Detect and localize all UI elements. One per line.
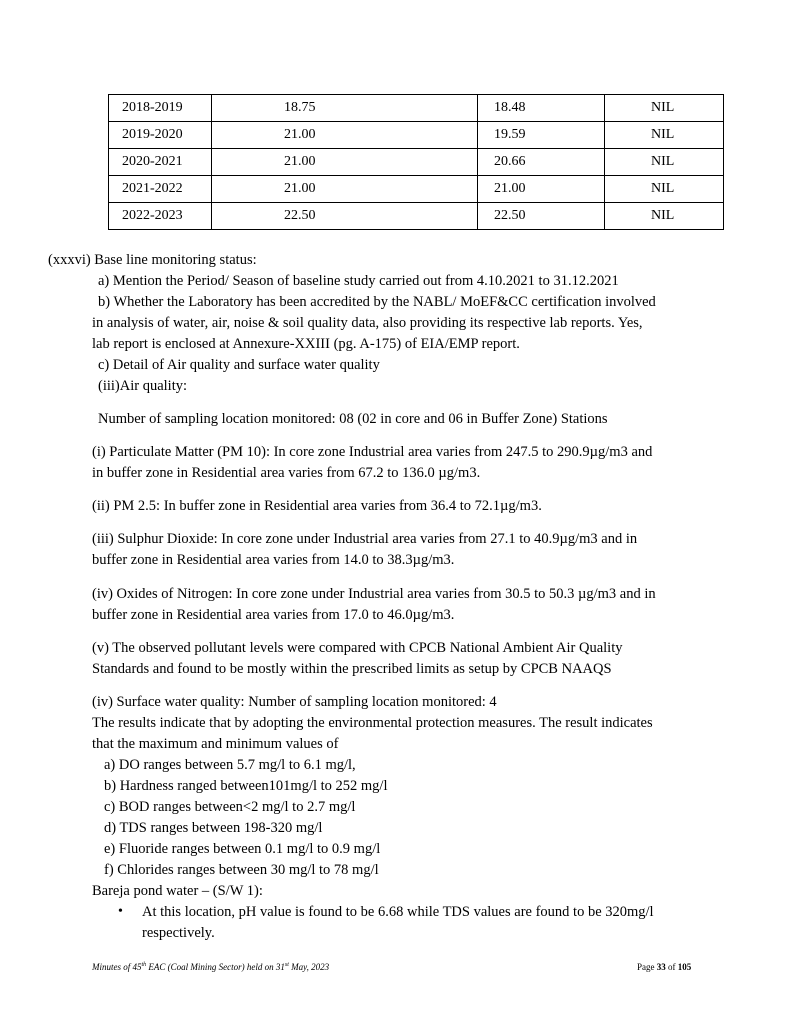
year-cell: 2021-2022 <box>109 176 212 203</box>
baseline-item-b-line2: in analysis of water, air, noise & soil quality data, also providing its respective lab reports. Yes, <box>92 315 643 331</box>
bullet-line1: At this location, pH value is found to be 6.68 while TDS values are found to be 320mg/l <box>142 904 654 920</box>
naaqs-line1: (v) The observed pollutant levels were compared with CPCB National Ambient Air Quality <box>92 640 623 656</box>
pm25-line: (ii) PM 2.5: In buffer zone in Residential area varies from 36.4 to 72.1µg/m3. <box>92 498 542 514</box>
water-item-bod: c) BOD ranges between<2 mg/l to 2.7 mg/l <box>104 799 356 815</box>
bullet-line2: respectively. <box>142 925 215 941</box>
baseline-item-b-line3: lab report is enclosed at Annexure-XXIII (pg. A-175) of EIA/EMP report. <box>92 336 520 352</box>
status-cell: NIL <box>605 176 724 203</box>
value-cell-2: 19.59 <box>478 122 605 149</box>
allocation-table <box>108 94 724 230</box>
bullet-icon: • <box>118 904 123 919</box>
year-cell: 2022-2023 <box>109 203 212 230</box>
pm10-line2: in buffer zone in Residential area varies from 67.2 to 136.0 µg/m3. <box>92 465 481 481</box>
value-cell-1: 21.00 <box>212 149 478 176</box>
water-results-line1: The results indicate that by adopting the environmental protection measures. The result indicates <box>92 715 653 731</box>
value-cell-2: 18.48 <box>478 95 605 122</box>
status-cell: NIL <box>605 122 724 149</box>
table-row <box>109 203 724 230</box>
water-item-do: a) DO ranges between 5.7 mg/l to 6.1 mg/l, <box>104 757 356 773</box>
baseline-item-c: c) Detail of Air quality and surface water quality <box>98 357 380 373</box>
baseline-heading: (xxxvi) Base line monitoring status: <box>48 252 257 268</box>
table-row <box>109 176 724 203</box>
value-cell-2: 22.50 <box>478 203 605 230</box>
status-cell: NIL <box>605 149 724 176</box>
water-item-fluoride: e) Fluoride ranges between 0.1 mg/l to 0.9 mg/l <box>104 841 381 857</box>
water-results-line2: that the maximum and minimum values of <box>92 736 339 752</box>
value-cell-1: 22.50 <box>212 203 478 230</box>
water-item-tds: d) TDS ranges between 198-320 mg/l <box>104 820 323 836</box>
year-cell: 2018-2019 <box>109 95 212 122</box>
table-row <box>109 95 724 122</box>
value-cell-1: 21.00 <box>212 176 478 203</box>
value-cell-1: 18.75 <box>212 95 478 122</box>
value-cell-1: 21.00 <box>212 122 478 149</box>
baseline-item-b-line1: b) Whether the Laboratory has been accredited by the NABL/ MoEF&CC certification involved <box>98 294 656 310</box>
water-item-hardness: b) Hardness ranged between101mg/l to 252 mg/l <box>104 778 388 794</box>
so2-line1: (iii) Sulphur Dioxide: In core zone under Industrial area varies from 27.1 to 40.9µg/m3 and in <box>92 531 638 547</box>
air-quality-heading: (iii)Air quality: <box>98 378 187 394</box>
footer-page-number: Page 33 of 105 <box>637 962 692 972</box>
value-cell-2: 20.66 <box>478 149 605 176</box>
table-row <box>109 122 724 149</box>
table-row <box>109 149 724 176</box>
year-cell: 2020-2021 <box>109 149 212 176</box>
status-cell: NIL <box>605 95 724 122</box>
value-cell-2: 21.00 <box>478 176 605 203</box>
bareja-pond-heading: Bareja pond water – (S/W 1): <box>92 883 263 899</box>
status-cell: NIL <box>605 203 724 230</box>
water-heading: (iv) Surface water quality: Number of sampling location monitored: 4 <box>92 694 497 710</box>
baseline-item-a: a) Mention the Period/ Season of baseline study carried out from 4.10.2021 to 31.12.2021 <box>98 273 619 289</box>
naaqs-line2: Standards and found to be mostly within the prescribed limits as setup by CPCB NAAQS <box>92 661 612 677</box>
water-item-chlorides: f) Chlorides ranges between 30 mg/l to 78 mg/l <box>104 862 379 878</box>
nox-line2: buffer zone in Residential area varies from 17.0 to 46.0µg/m3. <box>92 607 455 623</box>
nox-line1: (iv) Oxides of Nitrogen: In core zone under Industrial area varies from 30.5 to 50.3 µg/m3 and in <box>92 586 656 602</box>
so2-line2: buffer zone in Residential area varies from 14.0 to 38.3µg/m3. <box>92 552 455 568</box>
air-sampling-locations: Number of sampling location monitored: 08 (02 in core and 06 in Buffer Zone) Stations <box>98 411 608 427</box>
footer-minutes: Minutes of 45th EAC (Coal Mining Sector) held on 31st May, 2023 <box>92 962 330 972</box>
year-cell: 2019-2020 <box>109 122 212 149</box>
pm10-line1: (i) Particulate Matter (PM 10): In core zone Industrial area varies from 247.5 to 290.9µg/m3 and <box>92 444 653 460</box>
